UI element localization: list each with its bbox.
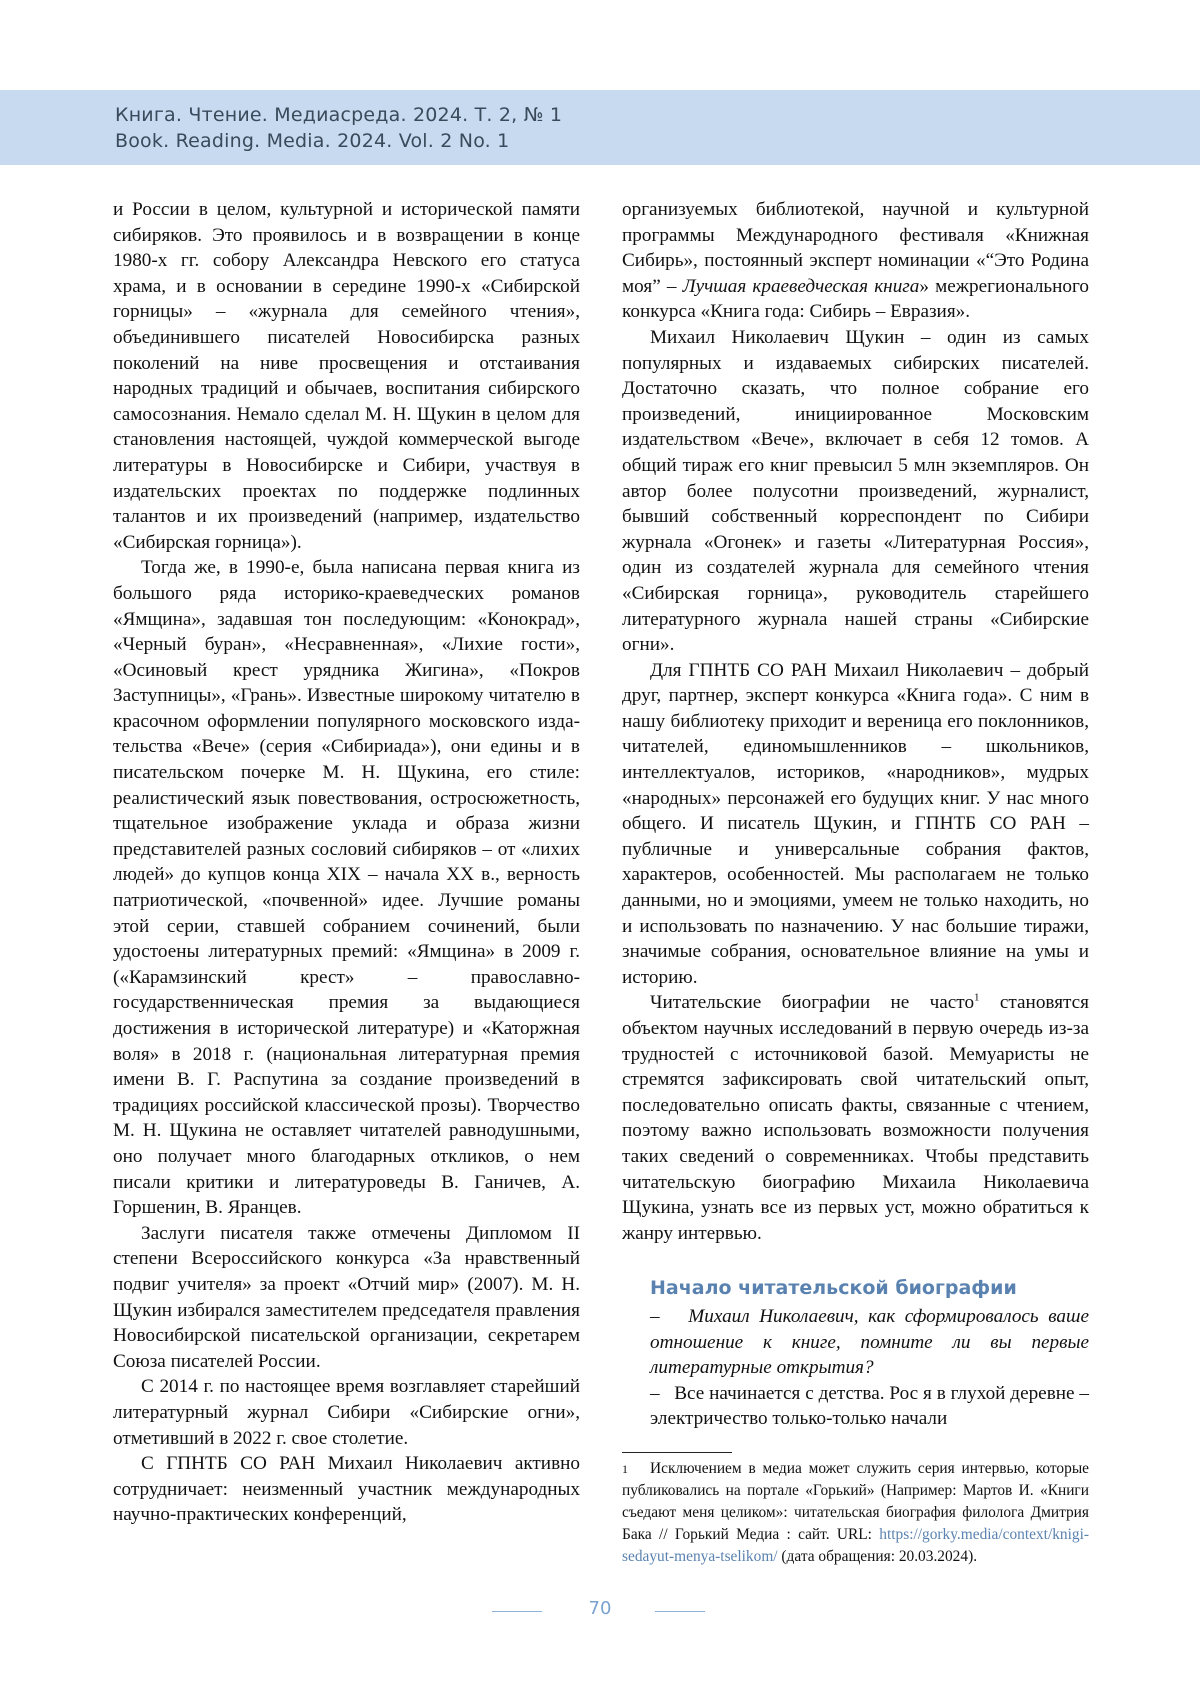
journal-title-en: Book. Reading. Media. 2024. Vol. 2 No. 1 (115, 130, 510, 152)
journal-header-band (0, 90, 1200, 165)
answer-text: Все начинается с детства. Рос я в глухой деревне – электричество только-только начали (650, 1382, 1089, 1430)
paragraph-text: организуемых библиотекой, научной и культурной программы Международного фестиваля «Книжная Сибирь», постоянный эксперт номинации «“Это Родина моя” – (622, 199, 1089, 297)
italic-nomination: Лучшая краеведческая книга (682, 275, 920, 297)
footnote-link[interactable]: https://gorky.media/context/knigi-sedayut-menya-tselikom/ (622, 1526, 1089, 1565)
footnote (622, 1458, 1089, 1568)
section-heading: Начало читательской биографии (650, 1277, 1017, 1300)
interview-question (622, 1304, 1089, 1381)
interview-answer (622, 1381, 1089, 1432)
question-text: Михаил Николаевич, как сформировалось ваше отношение к книге, помните ли вы первые литературные открытия? (650, 1305, 1090, 1379)
footnote-divider (622, 1452, 732, 1453)
page-footer (0, 1596, 1200, 1626)
paragraph: Для ГПНТБ СО РАН Михаил Николаевич – добрый друг, партнер, эксперт конкурса «Книга года». С ним в нашу библиотеку приходит и вереница его поклонников, читателей, единомышленников – школьников, интеллектуалов, историков, «народников», мудрых «народных» персонажей его будущих книг. У нас много общего. И писатель Щукин, и ГПНТБ СО РАН – публичные и универсальные собрания фактов, характеров, особенностей. Мы располагаем не только данными, но и эмоциями, умеем не только находить, но и использовать по назначению. У нас большие тиражи, значимые собрания, основательное влияние на умы и историю. (622, 659, 1089, 988)
paragraph (622, 990, 1089, 1246)
page-number: 70 (588, 1598, 612, 1619)
paragraph: С 2014 г. по настоящее время возглавляет старейший литературный журнал Сибири «Сибирские огни», отметивший в 2022 г. свое столетие. (113, 1376, 580, 1449)
footnote-number: 1 (622, 1462, 628, 1476)
paragraph: Михаил Николаевич Щукин – один из самых популярных и издаваемых сибирских писателей. Достаточно сказать, что полное собрание его произведений, инициированное Московским издательством «Вече», включает в себя 12 томов. А общий тираж его книг превысил 5 млн экземпляров. Он автор более полусотни произведений, журналист, бывший собственный корреспондент по Сибири журнала «Огонек» и газеты «Литературная Россия», один из создателей журнала для семейного чтения «Сибирская горница», руководитель старейшего литературного журнала нашей страны «Сибирские огни». (622, 326, 1089, 656)
paragraph-text: становятся объектом научных исследований в первую очередь из-за трудностей с источниковой базой. Мемуаристы не стремятся зафиксировать свой читательский опыт, последовательно описать факты, связанные с чтением, поэтому важно использовать возможности получения таких сведений о современниках. Чтобы представить читательскую биографию Михаила Николаевича Щукина, узнать все из первых уст, можно обратиться к жанру интервью. (622, 992, 1090, 1244)
right-text-column (622, 197, 1089, 1432)
left-text-column (113, 197, 580, 1528)
footnote-text: (дата обращения: 20.03.2024). (777, 1548, 978, 1565)
paragraph: Заслуги писателя также отмечены Дипломом II степени Всероссийского конкурса «За нравственный подвиг учителя» за проект «Отчий мир» (2007). М. Н. Щукин избирался заместителем председателя правления Новосибирской писательской организации, секретарем Союза писателей России. (113, 1222, 580, 1372)
dash-mark: – (650, 1305, 660, 1327)
footnote-reference[interactable]: 1 (974, 992, 980, 1005)
journal-title-ru: Книга. Чтение. Медиасреда. 2024. Т. 2, № 1 (115, 104, 563, 126)
paragraph: и России в целом, культурной и исторической памяти сибиряков. Это проявилось и в возвращении в конце 1980-х гг. собору Александра Невского его статуса храма, и в основании в середине 1990-х «Сибирской горницы» – «журнала для семейного чтения», объединившего писателей Новосибирска разных поколений на ниве просвещения и отстаивания народных традиций и обычаев, воспитания сибирского самосознания. Немало сделал М. Н. Щукин в целом для становления настоящей, чуждой коммерческой выгоде литературы в Новосибирске и Сибири, участвуя в издательских проектах по поддержке подлинных талантов и их произведений (например, издательство «Сибирская горница»). (113, 199, 580, 553)
paragraph: С ГПНТБ СО РАН Михаил Николаевич активно сотрудничает: неизменный участник международных научно-практических конференций, (113, 1453, 580, 1526)
paragraph (622, 197, 1089, 325)
paragraph-text: » межрегионального конкурса «Книга года: Сибирь – Евразия». (622, 275, 1089, 323)
page-number-rule-left (492, 1611, 542, 1612)
paragraph: Тогда же, в 1990-е, была написана первая книга из большого ряда историко-краеведческих романов «Ямщина», задавшая тон последующим: «Конокрад», «Черный буран», «Несравненная», «Лихие гости», «Осиновый крест урядника Жигина», «Покров Заступницы», «Грань». Известные широкому читателю в красочном оформлении популярного московского издательства «Вече» (серия «Сибириада»), они едины и в писательском почерке М. Н. Щукина, его стиле: реалистический язык повествования, остросюжетность, тщательное изображение уклада и образа жизни представителей разных сословий сибиряков – от «лихих людей» до купцов конца XIX – начала XX в., верность патриотической, «почвенной» идее. Лучшие романы этой серии, ставшей собранием сочинений, были удостоены литературных премий: «Ямщина» в 2009 г. («Карамзинский крест» – православно-государственническая премия за выдающиеся достижения в исторической литературе) и «Каторжная воля» в 2018 г. (национальная литературная премия имени В. Г. Распутина за создание произведений в традициях российской классической прозы). Творчество М. Н. Щукина не оставляет читателей равнодушными, оно получает много благодарных откликов, о нем писали критики и литературоведы В. Ганичев, А. Горшенин, В. Яранцев. (113, 557, 580, 1219)
dash-mark: – (650, 1382, 660, 1404)
paragraph-text: Читательские биографии не часто (650, 992, 975, 1014)
page-number-rule-right (655, 1611, 705, 1612)
footnote-text: Исключением в медиа может служить серия интервью, которые публиковались на портале «Горький» (Например: Мартов И. «Книги съедают меня целиком»: читательская биография филолога Дмитрия Бака // Горький Медиа : сайт. URL: (622, 1460, 1089, 1543)
